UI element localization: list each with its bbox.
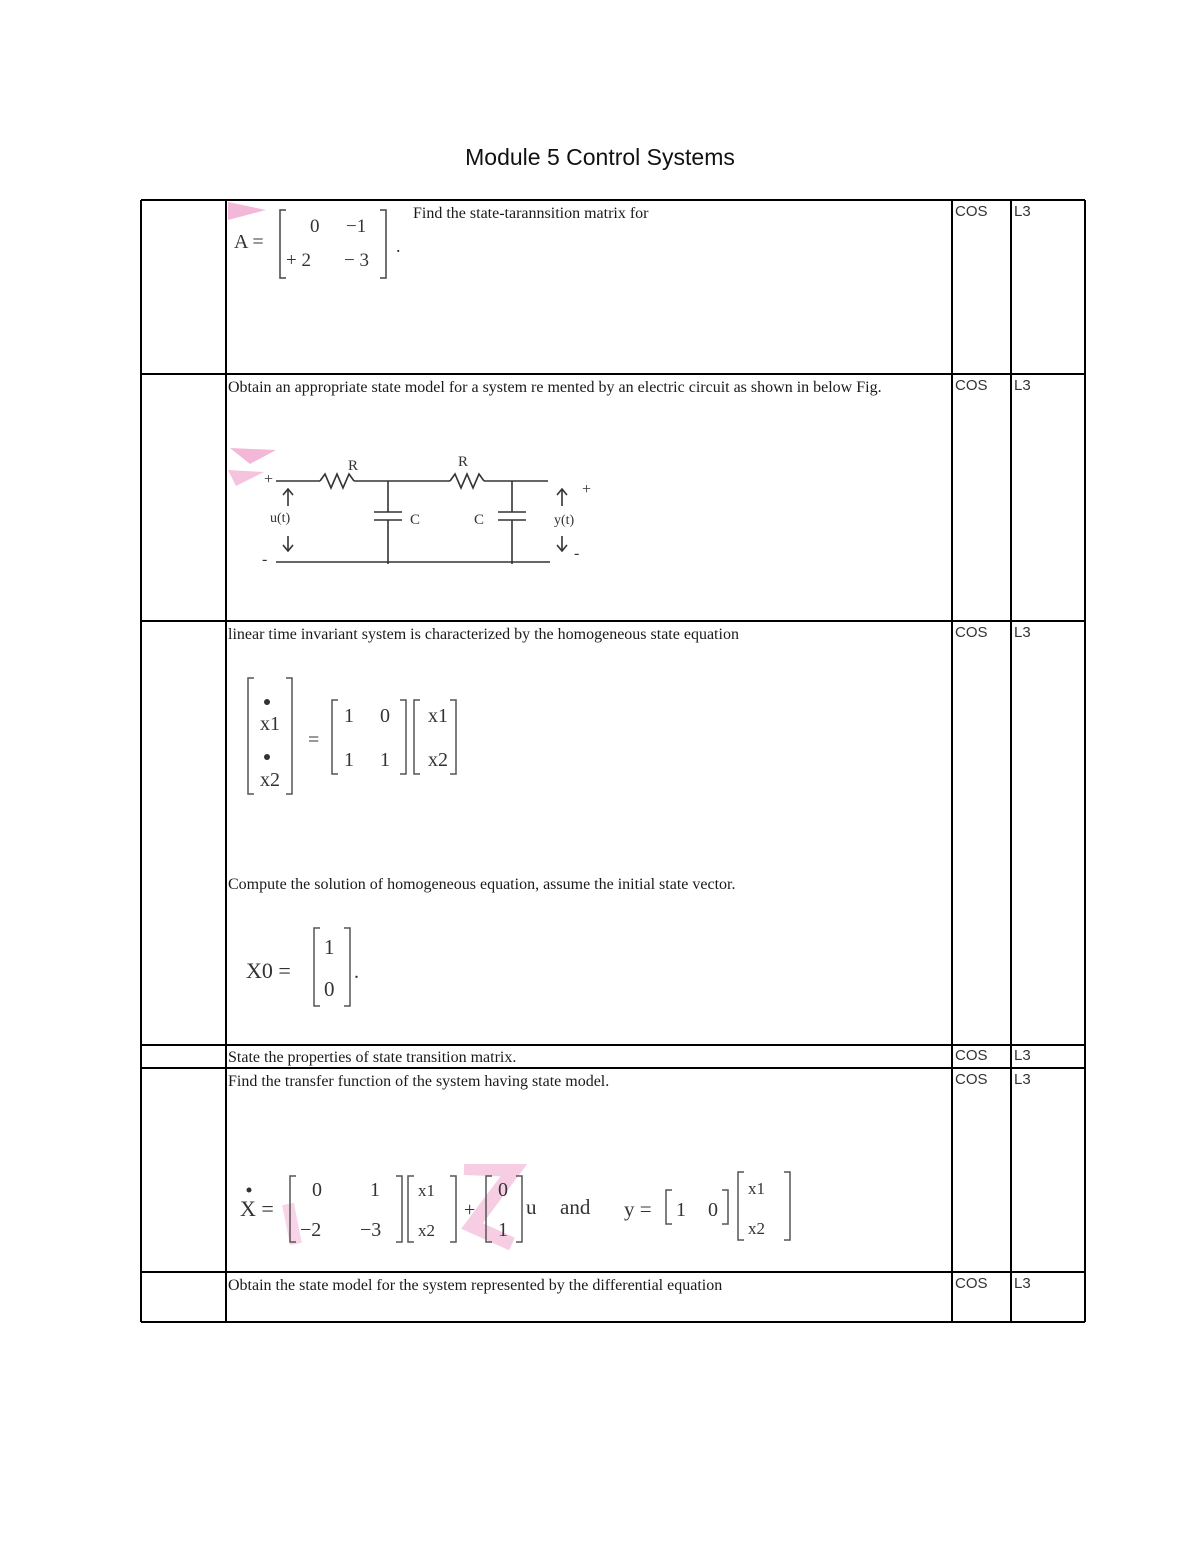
homogeneous-state-equation — [240, 674, 496, 798]
svg-text:−3: −3 — [360, 1219, 382, 1241]
capacitor-2-label: C — [474, 512, 485, 528]
question-2-text: Obtain an appropriate state model for a system re mented by an electric circuit as shown in below Fig. — [228, 379, 882, 396]
svg-text:1: 1 — [324, 935, 335, 959]
question-5-text: Find the transfer function of the system having state model. — [228, 1073, 610, 1090]
capacitor-1-label: C — [410, 512, 421, 528]
svg-text:u: u — [526, 1195, 537, 1219]
svg-text:x2: x2 — [418, 1221, 435, 1240]
question-5-level: L3 — [1014, 1071, 1031, 1088]
question-1-text: Find the state-tarannsition matrix for — [413, 205, 649, 222]
svg-text:0: 0 — [312, 1179, 322, 1201]
question-3-level: L3 — [1014, 624, 1031, 641]
matrix-a-label: A = — [234, 231, 264, 253]
svg-text:1: 1 — [380, 749, 390, 771]
svg-text:+: + — [582, 481, 592, 498]
svg-text:1: 1 — [370, 1179, 380, 1201]
question-1-co: COS — [955, 203, 988, 220]
svg-text:x2: x2 — [428, 749, 448, 771]
svg-text:y =: y = — [624, 1197, 652, 1221]
matrix-a-equation — [228, 202, 410, 288]
svg-text:-: - — [574, 545, 580, 562]
matrix-a-22: − 3 — [344, 250, 369, 271]
question-1-level: L3 — [1014, 203, 1031, 220]
question-6-co: COS — [955, 1275, 988, 1292]
question-2-level: L3 — [1014, 377, 1031, 394]
question-4-co: COS — [955, 1047, 988, 1064]
resistor-2-label: R — [458, 454, 469, 470]
x1-dot: x1 — [260, 713, 280, 735]
output-label: y(t) — [554, 513, 575, 528]
rc-circuit-diagram — [228, 444, 608, 576]
input-label: u(t) — [270, 511, 291, 526]
page-title: Module 5 Control Systems — [465, 144, 735, 170]
question-6-text: Obtain the state model for the system represented by the differential equation — [228, 1277, 723, 1294]
svg-text:0: 0 — [498, 1179, 508, 1201]
svg-text:0: 0 — [708, 1199, 718, 1221]
svg-text:0: 0 — [324, 977, 335, 1001]
svg-text:1: 1 — [498, 1219, 508, 1241]
question-5-co: COS — [955, 1071, 988, 1088]
question-3-text: linear time invariant system is characterized by the homogeneous state equation — [228, 626, 739, 643]
question-4-text: State the properties of state transition matrix. — [228, 1049, 517, 1066]
x0-label: X0 = — [246, 958, 291, 983]
svg-text:x1: x1 — [428, 705, 448, 727]
svg-text:x1: x1 — [748, 1179, 765, 1198]
svg-text:0: 0 — [380, 705, 390, 727]
matrix-a-12: −1 — [346, 216, 367, 237]
x2-dot: x2 — [260, 769, 280, 791]
initial-state-vector — [244, 922, 378, 1012]
matrix-a-end: . — [396, 236, 401, 256]
matrix-a-21: + 2 — [286, 250, 311, 271]
question-6-level: L3 — [1014, 1275, 1031, 1292]
question-3-text-2: Compute the solution of homogeneous equation, assume the initial state vector. — [228, 876, 736, 893]
question-2-co: COS — [955, 377, 988, 394]
svg-text:+: + — [464, 1199, 476, 1221]
matrix-a-11: 0 — [310, 216, 320, 237]
svg-text:-: - — [262, 551, 268, 568]
xdot-label: X = — [240, 1196, 274, 1221]
svg-text:1: 1 — [344, 705, 354, 727]
svg-text:1: 1 — [676, 1199, 686, 1221]
state-model-equation — [236, 1164, 832, 1250]
svg-text:−2: −2 — [300, 1219, 322, 1241]
svg-text:x2: x2 — [748, 1219, 765, 1238]
svg-text:and: and — [560, 1195, 591, 1219]
question-3-co: COS — [955, 624, 988, 641]
svg-text:.: . — [354, 961, 359, 983]
svg-text:+: + — [264, 471, 274, 488]
svg-text:=: = — [308, 729, 320, 751]
svg-text:1: 1 — [344, 749, 354, 771]
svg-text:x1: x1 — [418, 1181, 435, 1200]
resistor-1-label: R — [348, 458, 359, 474]
question-4-level: L3 — [1014, 1047, 1031, 1064]
